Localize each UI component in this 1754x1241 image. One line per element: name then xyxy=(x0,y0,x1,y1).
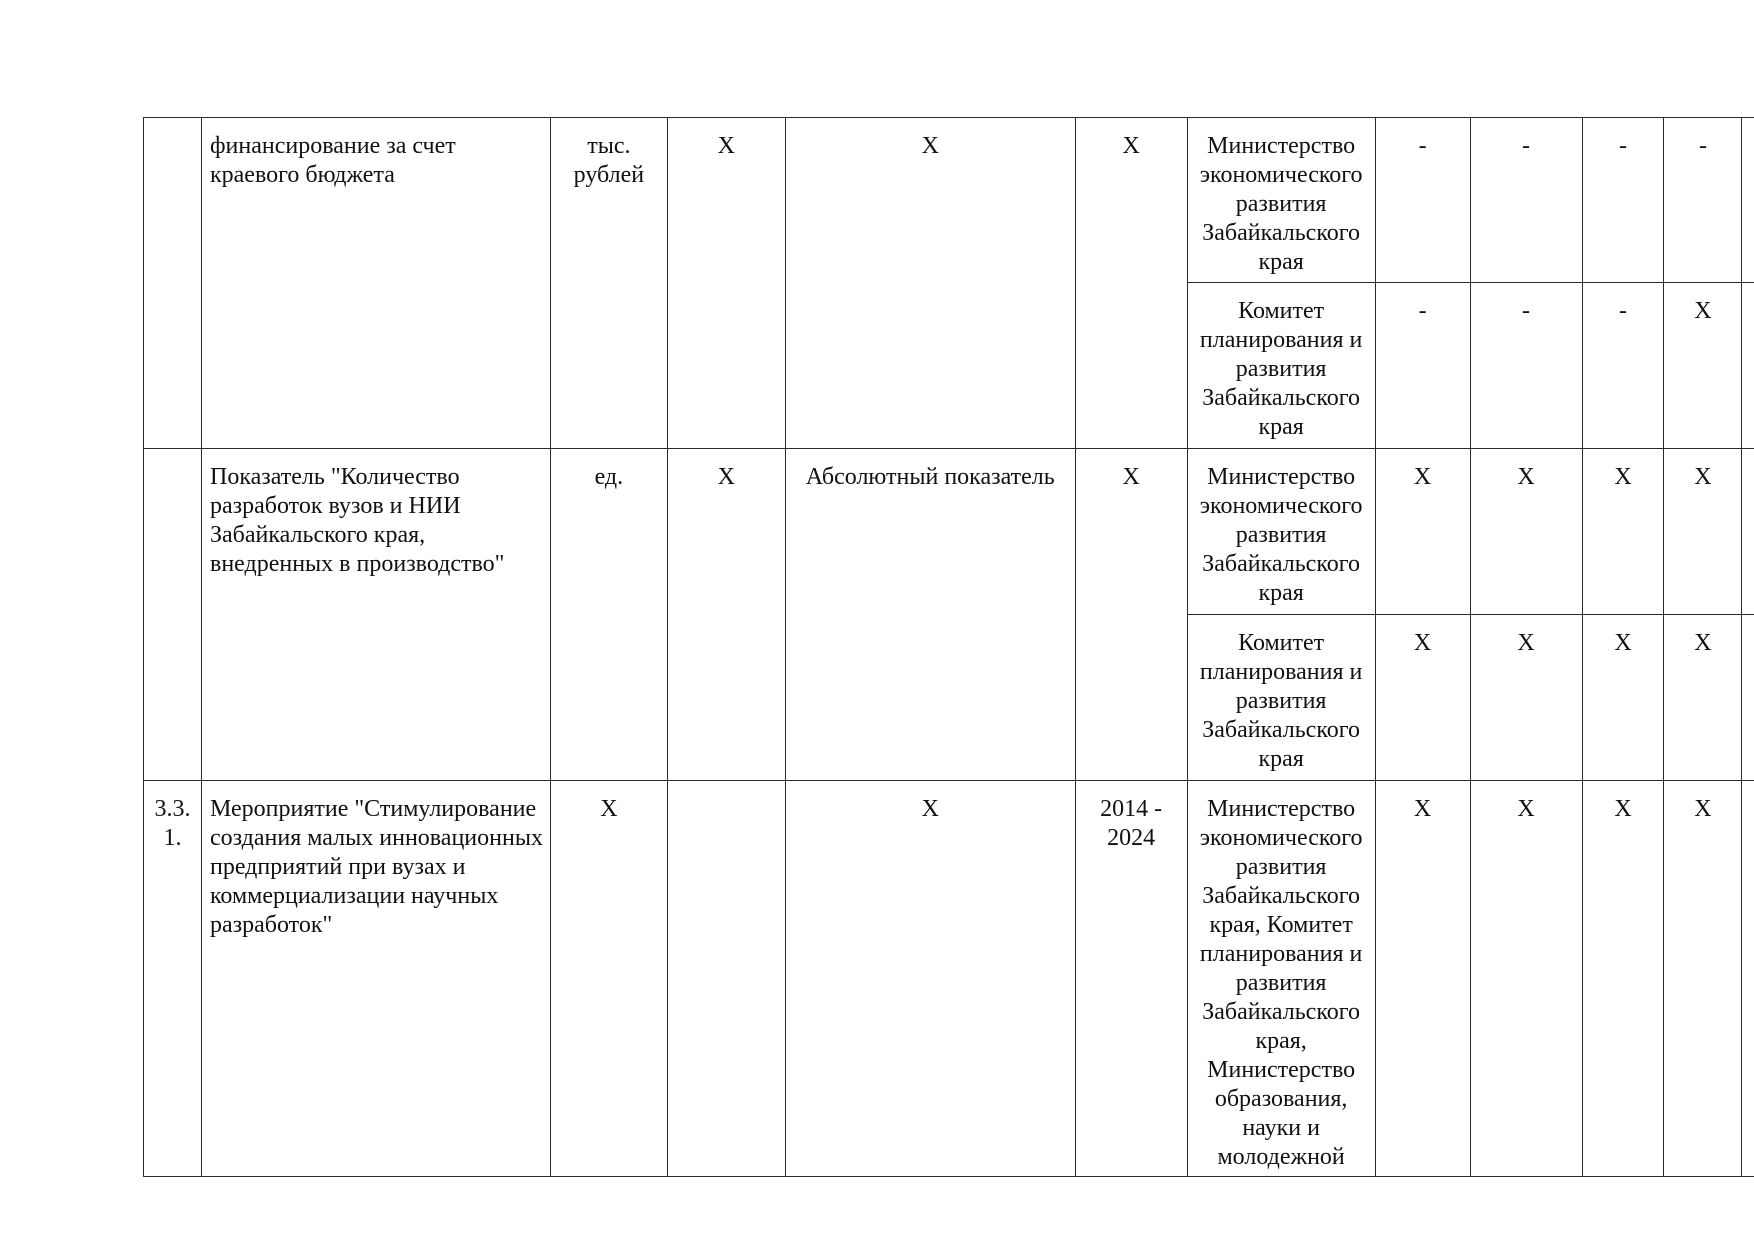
row-name: Мероприятие "Стимулирование создания малых инновационных предприятий при вузах и коммерциализации научных разработок" xyxy=(201,781,550,1177)
value-cell: - xyxy=(1664,118,1742,283)
value-cell: X xyxy=(1375,615,1470,781)
value-cell: X xyxy=(1582,615,1664,781)
table-row xyxy=(144,118,1754,283)
executor-name: Министерство экономического развития Забайкальского края xyxy=(1187,449,1375,615)
executor-name: Министерство экономического развития Забайкальского края xyxy=(1187,118,1375,283)
value-cell: X xyxy=(1664,283,1742,449)
row-col4: X xyxy=(667,449,785,781)
value-cell: - xyxy=(1470,118,1582,283)
value-cell: - xyxy=(1375,283,1470,449)
value-cell: X xyxy=(1664,615,1742,781)
value-cell: - xyxy=(1375,118,1470,283)
executor-name: Комитет планирования и развития Забайкальского края xyxy=(1187,283,1375,449)
value-cell: X xyxy=(1582,781,1664,1177)
row-method: Абсолютный показатель xyxy=(785,449,1075,781)
executor-name: Комитет планирования и развития Забайкальского края xyxy=(1187,615,1375,781)
row-col4: X xyxy=(667,118,785,449)
row-method: X xyxy=(785,118,1075,449)
value-cell: X xyxy=(1582,449,1664,615)
value-cell: - xyxy=(1582,283,1664,449)
row-number: 3.3. 1. xyxy=(144,781,202,1177)
row-unit: тыс. рублей xyxy=(550,118,667,449)
row-period: 2014 - 2024 xyxy=(1075,781,1187,1177)
row-unit: X xyxy=(550,781,667,1177)
value-cell: - xyxy=(1582,118,1664,283)
row-unit: ед. xyxy=(550,449,667,781)
row-period: X xyxy=(1075,118,1187,449)
cut-cell xyxy=(1742,781,1754,1177)
row-name: финансирование за счет краевого бюджета xyxy=(201,118,550,449)
value-cell: - xyxy=(1470,283,1582,449)
value-cell: X xyxy=(1375,781,1470,1177)
value-cell: X xyxy=(1470,781,1582,1177)
cut-cell xyxy=(1742,118,1754,283)
cut-cell xyxy=(1742,449,1754,615)
row-period: X xyxy=(1075,449,1187,781)
cut-cell xyxy=(1742,283,1754,449)
value-cell: X xyxy=(1470,449,1582,615)
row-number xyxy=(144,449,202,781)
row-number xyxy=(144,118,202,449)
row-method: X xyxy=(785,781,1075,1177)
value-cell: X xyxy=(1664,449,1742,615)
row-name: Показатель "Количество разработок вузов и НИИ Забайкальского края, внедренных в производство" xyxy=(201,449,550,781)
table-row xyxy=(144,449,1754,615)
value-cell: X xyxy=(1470,615,1582,781)
row-col4 xyxy=(667,781,785,1177)
value-cell: X xyxy=(1664,781,1742,1177)
program-table xyxy=(143,117,1754,1177)
executor-name: Министерство экономического развития Забайкальского края, Комитет планирования и развития Забайкальского края, Министерство образования, науки и молодежной xyxy=(1187,781,1375,1177)
cut-cell xyxy=(1742,615,1754,781)
table-row xyxy=(144,781,1754,1177)
value-cell: X xyxy=(1375,449,1470,615)
